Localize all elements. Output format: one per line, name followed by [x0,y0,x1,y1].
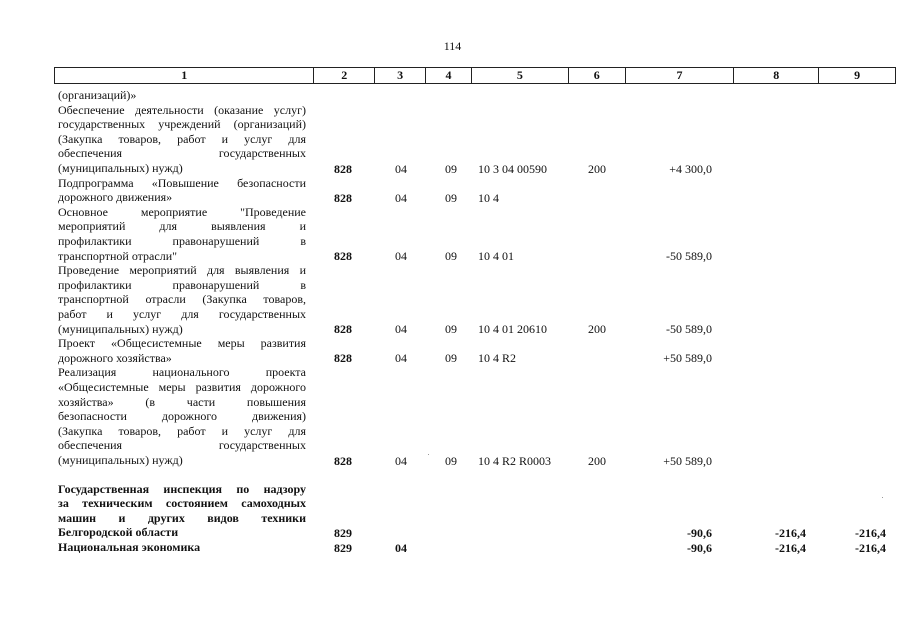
cell-ved: 828 [334,161,352,176]
cell-pr: 09 [445,249,457,264]
header-col-9: 9 [854,68,861,82]
row-name-line: (муниципальных) нужд) [58,160,183,175]
table-row [0,103,905,176]
cell-ved: 828 [334,190,352,205]
cell-rz: 04 [395,322,407,337]
row-name [58,336,306,365]
table-row [0,540,905,555]
page-number: 114 [443,39,462,53]
row-name-line: (Закупка товаров, работ и услуг для [58,423,306,438]
row-name-line: «Общесистемные меры развития дорожного [58,379,306,394]
cell-csr: 10 3 04 00590 [478,161,547,176]
row-name-line: машин и других видов техники [58,510,306,525]
cell-s7: -90,6 [687,525,712,540]
cell-s8: -216,4 [775,540,806,555]
cell-rz: 04 [395,190,407,205]
header-col-8: 8 [734,68,819,83]
row-name-line: Обеспечение деятельности (оказание услуг) [58,102,306,117]
row-name-line: хозяйства» (в части повышения [58,394,306,409]
cell-csr: 10 4 01 [478,249,514,264]
cell-pr: 09 [445,453,457,468]
row-name-line: государственных учреждений (организаций) [58,117,306,132]
header-col-5: 5 [472,68,569,83]
row-name-line: Подпрограмма «Повышение безопасности [58,175,306,190]
header-col-2: 2 [314,68,375,83]
cell-ved: 828 [334,351,352,366]
cell-s7: -50 589,0 [666,249,712,264]
row-name [58,176,306,205]
cell-rz: 04 [395,249,407,264]
header-col-7: 7 [626,68,735,83]
row-name-line: транспортной отрасли" [58,248,178,263]
row-name-line: за техническим состоянием самоходных [58,496,306,511]
row-name [58,365,306,467]
cell-s7: +4 300,0 [669,161,712,176]
row-name-line: Проект «Общесистемные меры развития [58,336,306,351]
cell-s7: +50 589,0 [663,351,712,366]
cell-ved: 829 [334,540,352,555]
row-name-line: обеспечения государственных [58,438,306,453]
row-name-line: Основное мероприятие "Проведение [58,204,306,219]
table-header [54,67,896,84]
cell-pr: 09 [445,351,457,366]
row-name [58,540,306,555]
table-row [0,336,905,365]
cell-ved: 829 [334,525,352,540]
header-col-4: 4 [426,68,472,83]
row-name-line: Белгородской области [58,525,179,540]
row-name-line: дорожного хозяйства» [58,350,172,365]
row-name-line: профилактики правонарушений в [58,277,306,292]
cell-rz: 04 [395,453,407,468]
row-name-line: Государственная инспекция по надзору [58,481,306,496]
cell-s8: -216,4 [775,525,806,540]
header-col-1: 1 [55,68,314,83]
cell-vr: 200 [588,161,606,176]
cell-rz: 04 [395,540,407,555]
cell-vr: 200 [588,453,606,468]
row-name [58,482,306,540]
header-col-3: 3 [375,68,426,83]
row-name [58,103,306,176]
row-name-line: (Закупка товаров, работ и услуг для [58,131,306,146]
table-row [0,205,905,263]
row-name [58,205,306,263]
cell-ved: 828 [334,453,352,468]
cell-vr: 200 [588,322,606,337]
table-row [0,263,905,336]
cell-csr: 10 4 R2 [478,351,517,366]
row-name-line: мероприятий для выявления и [58,219,306,234]
cell-csr: 10 4 R2 R0003 [478,453,552,468]
cell-csr: 10 4 01 20610 [478,322,547,337]
table-row [0,482,905,540]
row-name-line: (муниципальных) нужд) [58,321,183,336]
table-row [0,176,905,205]
row-name-line: профилактики правонарушений в [58,233,306,248]
cell-csr: 10 4 [478,190,499,205]
row-name [58,88,306,103]
scan-speck [428,454,429,455]
row-name-line: работ и услуг для государственных [58,306,306,321]
cell-ved: 828 [334,322,352,337]
table-row [0,365,905,467]
cell-rz: 04 [395,351,407,366]
cell-s7: -50 589,0 [666,322,712,337]
cell-pr: 09 [445,161,457,176]
cell-s7: +50 589,0 [663,453,712,468]
row-name-line: дорожного движения» [58,190,173,205]
row-name-line: (муниципальных) нужд) [58,452,183,467]
scan-speck [882,497,883,498]
cell-pr: 09 [445,322,457,337]
row-name-line: Реализация национального проекта [58,365,306,380]
row-name [58,263,306,336]
table-row [0,88,905,103]
cell-s9: -216,4 [855,525,886,540]
row-name-line: (организаций)» [58,88,137,102]
row-name-line: Проведение мероприятий для выявления и [58,263,306,278]
row-name-line: безопасности дорожного движения) [58,409,306,424]
row-name-line: транспортной отрасли (Закупка товаров, [58,292,306,307]
cell-ved: 828 [334,249,352,264]
header-col-6: 6 [569,68,626,83]
cell-rz: 04 [395,161,407,176]
cell-pr: 09 [445,190,457,205]
cell-s7: -90,6 [687,540,712,555]
row-name-line: обеспечения государственных [58,146,306,161]
cell-s9: -216,4 [855,540,886,555]
row-name-line: Национальная экономика [58,540,201,554]
